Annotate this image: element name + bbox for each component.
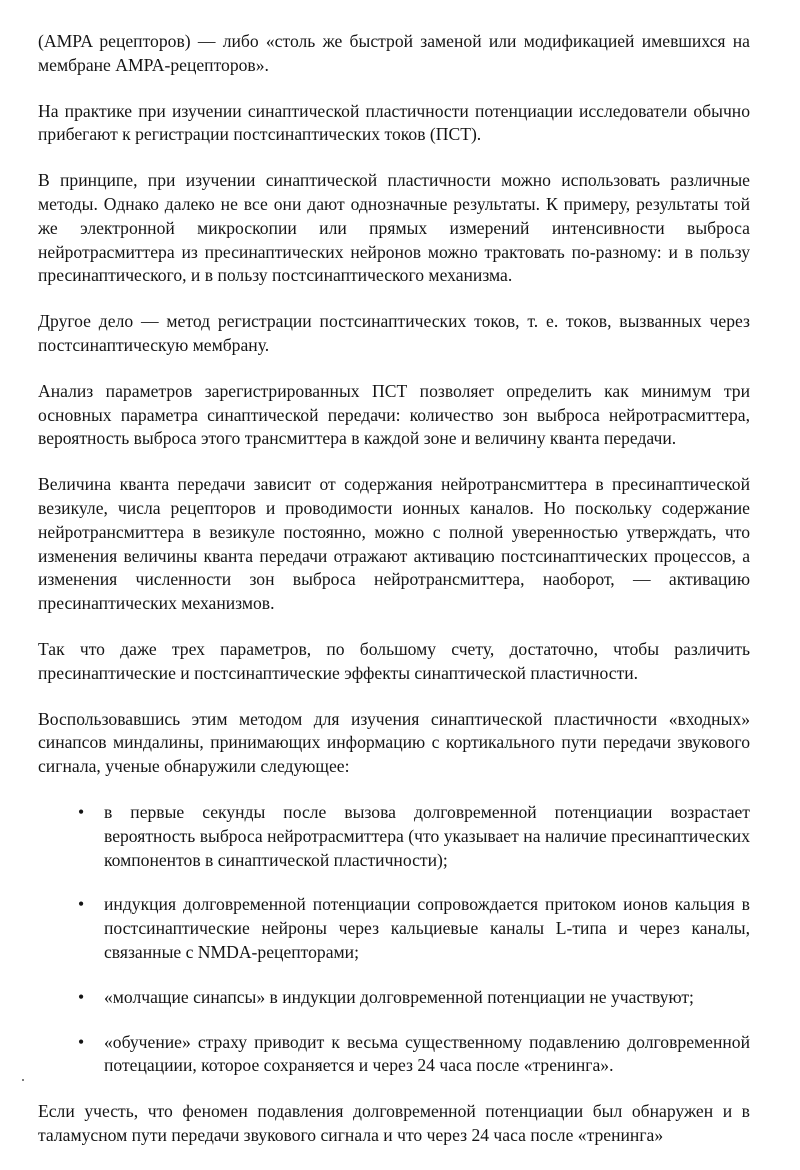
paragraph-amygdala-study: Воспользовавшись этим методом для изучения синаптической пластичности «входных» синапсов миндалины, принимающих информацию с кортикального пути передачи звукового сигнала, ученые обнаружили следующее: — [38, 708, 750, 777]
list-item-text: в первые секунды после вызова долговременной потенциации возрастает вероятность выброса нейротрасмиттера (что указывает на наличие пресинаптических компонентов в синаптической пластичности); — [104, 801, 750, 870]
document-page — [38, 30, 750, 1170]
paragraph-ampa-continuation: (AMPA рецепторов) — либо «столь же быстрой заменой или модификацией имевшихся на мембране AMPA-рецепторов». — [38, 31, 750, 75]
list-item-text: «молчащие синапсы» в индукции долговременной потенциации не участвуют; — [104, 986, 694, 1007]
bullet-icon: • — [78, 894, 85, 915]
paragraph-pst-method: Другое дело — метод регистрации постсинаптических токов, т. е. токов, вызванных через постсинаптическую мембрану. — [38, 311, 750, 355]
scan-speck — [22, 1079, 24, 1081]
findings-list — [38, 801, 750, 1078]
list-item-text: индукция долговременной потенциации сопровождается притоком ионов кальция в постсинаптические нейроны через кальциевые каналы L-типа и через каналы, связанные с NMDA-рецепторами; — [104, 894, 750, 962]
list-item — [38, 893, 750, 964]
list-item — [38, 1031, 750, 1079]
bullet-icon: • — [78, 801, 85, 822]
list-item — [38, 986, 750, 1010]
paragraph-quantum: Величина кванта передачи зависит от содержания нейротрансмиттера в пресинаптической везикуле, числа рецепторов и проводимости ионных каналов. Но поскольку содержание нейротрансмиттера в везикуле постоянно, можно с полной уверенностью утверждать, что изменения величины кванта передачи отражают активацию постсинаптических процессов, а изменения численности зон выброса нейротрансмиттера, наоборот, — активацию пресинаптических механизмов. — [38, 474, 750, 614]
paragraph-practice: На практике при изучении синаптической пластичности потенциации исследователи обычно прибегают к регистрации постсинаптических токов (ПСТ). — [38, 100, 750, 145]
paragraph-three-params: Так что даже трех параметров, по большому счету, достаточно, чтобы различить пресинаптические и постсинаптические эффекты синаптической пластичности. — [38, 638, 750, 683]
list-item — [38, 801, 750, 872]
paragraph-methods: В принципе, при изучении синаптической пластичности можно использовать различные методы. Однако далеко не все они дают однозначные результаты. К примеру, результаты той же электронной микроскопии или прямых измерений интенсивности выброса нейротрасмиттера из пресинаптических нейронов можно трактовать по-разному: и в пользу пресинаптического, и в пользу постсинаптического механизма. — [38, 170, 750, 286]
paragraph-parameters: Анализ параметров зарегистрированных ПСТ позволяет определить как минимум три основных параметра синаптической передачи: количество зон выброса нейротрасмиттера, вероятность выброса этого трансмиттера в каждой зоне и величину кванта передачи. — [38, 380, 750, 449]
paragraph-closing: Если учесть, что феномен подавления долговременной потенциации был обнаружен и в таламусном пути передачи звукового сигнала и что через 24 часа после «тренинга» — [38, 1101, 750, 1145]
bullet-icon: • — [78, 1031, 85, 1052]
bullet-icon: • — [78, 986, 85, 1007]
list-item-text: «обучение» страху приводит к весьма существенному подавлению долговременной потецациии, которое сохраняется и через 24 часа после «тренинга». — [104, 1031, 750, 1076]
